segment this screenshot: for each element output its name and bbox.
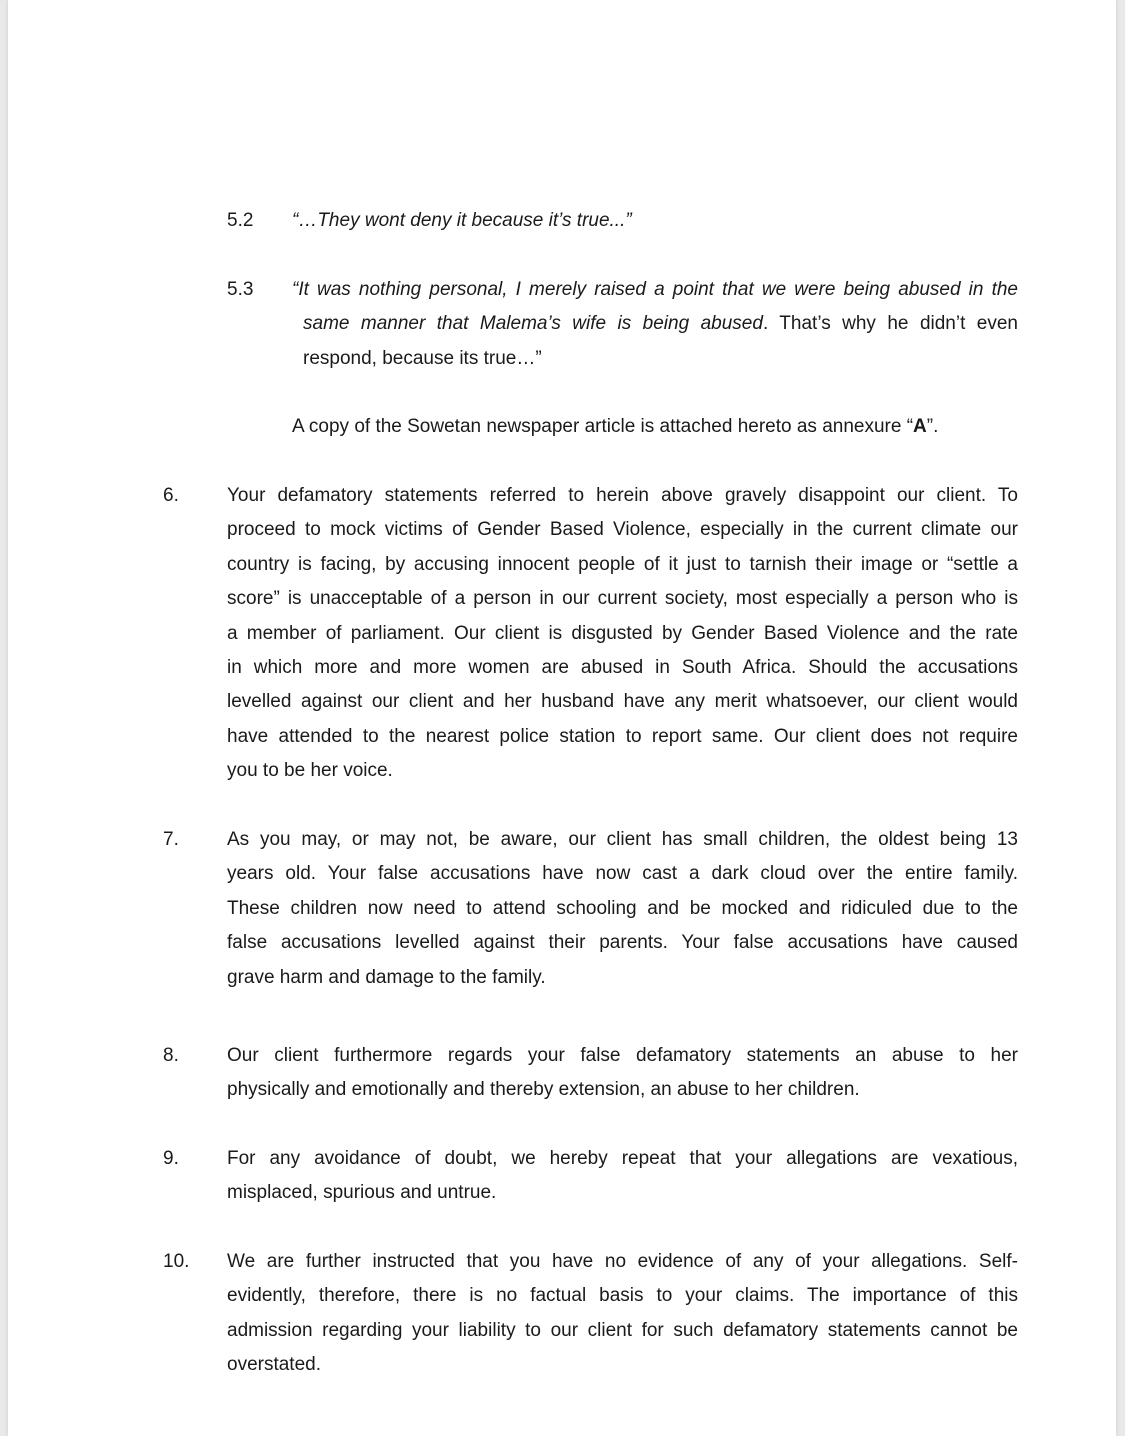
document-body: [8, 0, 1116, 1436]
subclause-text: [292, 273, 1018, 376]
paragraph-line: As you may, or may not, be aware, our client has small children, the oldest being 13: [227, 829, 1018, 850]
subclause-text: “…They wont deny it because it’s true...”: [292, 210, 632, 231]
paragraph-number: 6.: [163, 485, 179, 506]
paragraph-line: We are further instructed that you have no evidence of any of your allegations. Self-: [227, 1251, 1018, 1272]
paragraph-number: 7.: [163, 829, 179, 850]
annexure-note: [292, 410, 1018, 444]
paragraph-line: a member of parliament. Our client is disgusted by Gender Based Violence and the rate: [227, 622, 1018, 644]
paragraph-line: physically and emotionally and thereby extension, an abuse to her children.: [227, 1079, 860, 1101]
quote-line: [292, 307, 1018, 341]
paragraph-line: have attended to the nearest police station to report same. Our client does not require: [227, 725, 1018, 747]
paragraph-line: false accusations levelled against their parents. Your false accusations have caused: [227, 932, 1018, 954]
annexure-letter: A: [913, 416, 927, 437]
paragraph-line: overstated.: [227, 1354, 321, 1376]
quote-rest: . That’s why he didn’t even: [762, 313, 1019, 335]
quote-italic: same manner that Malema’s wife is being abused: [303, 313, 763, 335]
document-page: [8, 0, 1116, 1436]
paragraph-line: score” is unacceptable of a person in our current society, most especially a person who is: [227, 588, 1018, 610]
paragraph-number: 9.: [163, 1148, 179, 1169]
annexure-text: A copy of the Sowetan newspaper article is attached hereto as annexure “: [292, 416, 914, 437]
paragraph-line: evidently, therefore, there is no factual basis to your claims. The importance of this: [227, 1285, 1018, 1307]
subclause-number: 5.3: [227, 279, 254, 300]
paragraph-line: in which more and more women are abused in South Africa. Should the accusations: [227, 657, 1018, 679]
paragraph-line: These children now need to attend schooling and be mocked and ridiculed due to the: [227, 897, 1018, 919]
paragraph-line: Your defamatory statements referred to herein above gravely disappoint our client. To: [227, 485, 1018, 506]
subclause-number: 5.2: [227, 210, 254, 231]
paragraph-text: [227, 823, 1018, 995]
paragraph-line: admission regarding your liability to our client for such defamatory statements cannot be: [227, 1319, 1018, 1341]
paragraph-line: Our client furthermore regards your false defamatory statements an abuse to her: [227, 1045, 1018, 1066]
paragraph-line: misplaced, spurious and untrue.: [227, 1182, 497, 1204]
paragraph-line: proceed to mock victims of Gender Based Violence, especially in the current climate our: [227, 519, 1018, 541]
paragraph-line: you to be her voice.: [227, 760, 393, 782]
paragraph-line: levelled against our client and her husband have any merit whatsoever, our client would: [227, 691, 1018, 713]
annexure-end: ”.: [926, 416, 939, 437]
paragraph-text: [227, 1142, 1018, 1211]
paragraph-line: country is facing, by accusing innocent people of it just to tarnish their image or “settle a: [227, 553, 1018, 575]
paragraph-text: [227, 479, 1018, 789]
paragraph-number: 10.: [163, 1251, 190, 1272]
paragraph-line: grave harm and damage to the family.: [227, 966, 546, 988]
quote-line: “It was nothing personal, I merely raised a point that we were being abused in the: [292, 279, 1018, 300]
quote-line: respond, because its true…”: [303, 347, 542, 369]
paragraph-line: For any avoidance of doubt, we hereby repeat that your allegations are vexatious,: [227, 1148, 1018, 1169]
paragraph-number: 8.: [163, 1045, 179, 1066]
paragraph-text: [227, 1245, 1018, 1383]
paragraph-text: [227, 1039, 1018, 1108]
paragraph-line: years old. Your false accusations have now cast a dark cloud over the entire family.: [227, 863, 1018, 885]
